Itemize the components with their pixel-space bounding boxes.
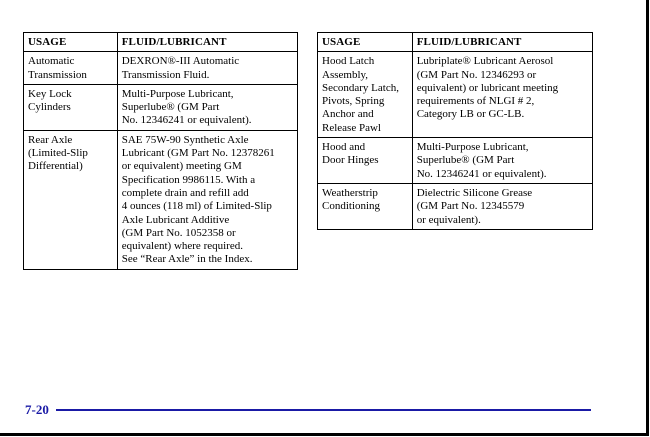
page-number: 7-20 <box>25 402 49 417</box>
fluid-cell: Dielectric Silicone Grease (GM Part No. 12345579 or equivalent). <box>412 183 592 229</box>
usage-cell: Automatic Transmission <box>24 52 118 85</box>
usage-cell: Rear Axle (Limited-Slip Differential) <box>24 130 118 269</box>
footer-rule <box>56 409 591 411</box>
usage-cell: Hood Latch Assembly, Secondary Latch, Pivots, Spring Anchor and Release Pawl <box>318 52 413 138</box>
fluid-header: FLUID/LUBRICANT <box>117 33 297 52</box>
lubricant-table-right <box>317 32 593 230</box>
fluid-cell: Lubriplate® Lubricant Aerosol (GM Part No. 12346293 or equivalent) or lubricant meeting requirements of NLGI # 2, Category LB or GC-LB. <box>412 52 592 138</box>
usage-cell: Weatherstrip Conditioning <box>318 183 413 229</box>
usage-header: USAGE <box>318 33 413 52</box>
usage-cell: Hood and Door Hinges <box>318 138 413 184</box>
fluid-cell: Multi-Purpose Lubricant, Superlube® (GM Part No. 12346241 or equivalent). <box>117 84 297 130</box>
table-row <box>24 84 298 130</box>
fluid-cell: SAE 75W-90 Synthetic Axle Lubricant (GM Part No. 12378261 or equivalent) meeting GM Specification 9986115. With a complete drain and refill add 4 ounces (118 ml) of Limited-Slip Axle Lubricant Additive (GM Part No. 1052358 or equivalent) where required. See “Rear Axle” in the Index. <box>117 130 297 269</box>
usage-header: USAGE <box>24 33 118 52</box>
table-header-row <box>318 33 593 52</box>
fluid-cell: Multi-Purpose Lubricant, Superlube® (GM Part No. 12346241 or equivalent). <box>412 138 592 184</box>
table-row <box>24 130 298 269</box>
usage-cell: Key Lock Cylinders <box>24 84 118 130</box>
table-row <box>318 52 593 138</box>
table-row <box>24 52 298 85</box>
table-header-row <box>24 33 298 52</box>
table-row <box>318 183 593 229</box>
fluid-header: FLUID/LUBRICANT <box>412 33 592 52</box>
table-row <box>318 138 593 184</box>
fluid-cell: DEXRON®-III Automatic Transmission Fluid. <box>117 52 297 85</box>
lubricant-table-left <box>23 32 298 270</box>
